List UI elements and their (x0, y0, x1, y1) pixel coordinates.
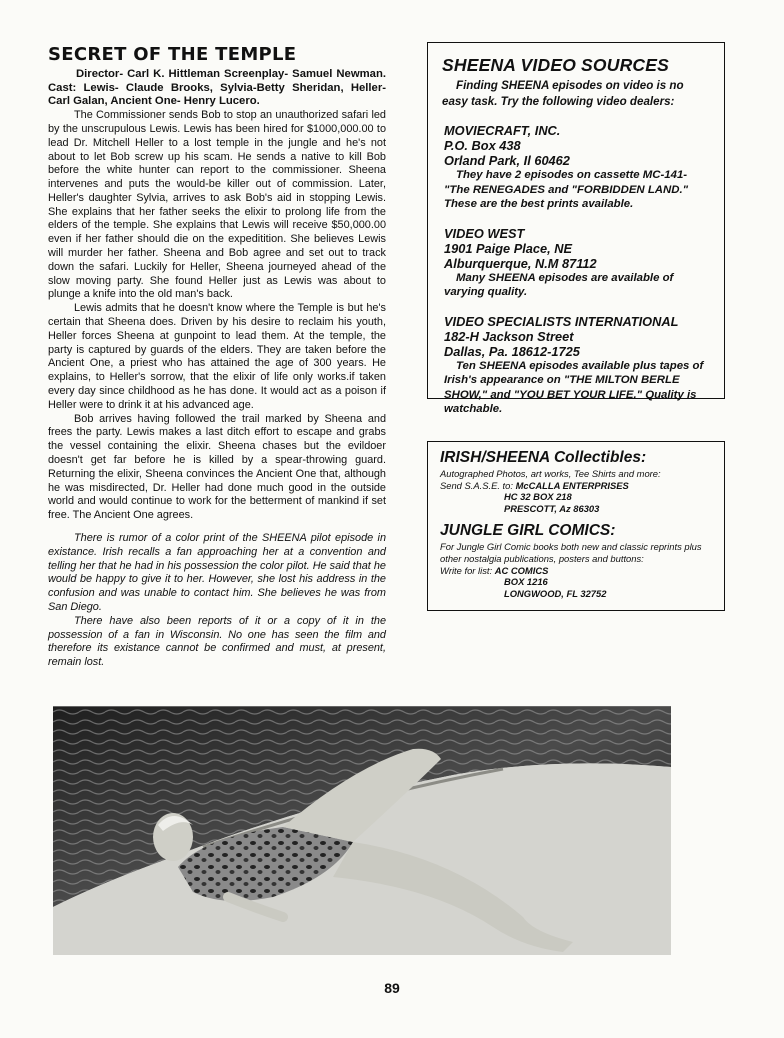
dealer-address-line: 182-H Jackson Street (444, 328, 574, 344)
collectibles-box (427, 441, 725, 611)
comics-company: AC COMICS (494, 564, 549, 576)
page-number: 89 (384, 980, 400, 996)
dealer-note: They have 2 episodes on cassette MC-141- "The RENEGADES and "FORBIDDEN LAND." These are the best prints available. (444, 169, 689, 210)
collectibles-description (440, 468, 714, 514)
dealer-address-line: Orland Park, Il 60462 (444, 153, 570, 168)
article-column (48, 44, 386, 670)
video-sources-box (427, 42, 725, 415)
dealer-moviecraft (444, 123, 712, 212)
video-sources-heading: SHEENA VIDEO SOURCES (442, 55, 670, 75)
comics-text: For Jungle Girl Comic books both new and classic reprints plus other nostalgia publications, posters and buttons: (440, 541, 702, 564)
collectibles-send-label: Send S.A.S.E. to: (440, 479, 513, 491)
dealer-video-specialists (444, 314, 712, 417)
article-credits: Director- Carl K. Hittleman Screenplay- Samuel Newman. Cast: Lewis- Claude Brooks, Sylvia-Betty Sheridan, Heller- Carl Galan, Ancient One- Henry Lucero. (48, 68, 386, 108)
video-sources-intro: Finding SHEENA episodes on video is no easy task. Try the following video dealers: (442, 79, 684, 108)
dealer-name: VIDEO SPECIALISTS INTERNATIONAL (444, 313, 679, 329)
article-paragraph-3: Bob arrives having followed the trail marked by Sheena and frees the party. Lewis makes a last ditch effort to escape and grabs the vessel containing the elixir. Sheena chases but the evildoer doesn't get far before he is killed by a spear-throwing guard. Returning the elixir, Sheena convinces the Ancient One that, although he was misdirected, Dr. Heller had done much good in the outside world and would continue to work for the betterment of mankind if set free. The Ancient One agrees. (48, 412, 386, 522)
collectibles-address-line: PRESCOTT, Az 86303 (504, 502, 600, 514)
comics-address-line: BOX 1216 (504, 576, 548, 588)
article-paragraph-1: The Commissioner sends Bob to stop an unauthorized safari led by the unscrupulous Lewis. Lewis has been hired for $1000,000.00 to lead Dr. Mitchell Heller to a lost temple in the jungle and he's not about to let Bob screw up his scam. He sends a native to kill Bob before the white hunter can report to the commissioner. Sheena intervenes and puts the would-be killer out of commission. Later, Heller's daughter Sylvia, arrives to ask Bob's aid in stopping Lewis. She explains that her father seeks the elixir to prolong life from the elders of the temple. She explains that Lewis will receive $50,000.00 even if her father should die on the expeditition. She believes Lewis will murder her father. Sheena and Bob agree and set out to track down the safari. Luckily for Heller, Sheena journeyed ahead of the slow moving party. She found Heller just as Lewis was about to plunge a knife into the old man's back. (48, 109, 386, 301)
article-paragraph-2: Lewis admits that he doesn't know where the Temple is but he's certain that Sheena does. Driven by his desire to reclaim his youth, Heller forces Sheena at gunpoint to lead them. At the temple, the party is captured by guards of the elders. They are taken before the Ancient One, a priest who has attained the age of 300 years. He explains, to Heller's sorrow, that the elixir of life only works.if taken every day since childhood as he has done. It would act as a poison if Heller were to drink it at his advanced age. (48, 302, 386, 411)
collectibles-company: McCALLA ENTERPRISES (515, 479, 629, 491)
dealer-note: Ten SHEENA episodes available plus tapes of Irish's appearance on "THE MILTON BERLE SHOW," and "YOU BET YOUR LIFE." Quality is watchable. (444, 359, 704, 415)
dealer-address-line: Alburquerque, N.M 87112 (444, 255, 597, 271)
dealer-address-line: P.O. Box 438 (444, 138, 521, 153)
dealer-address-line: Dallas, Pa. 18612-1725 (444, 343, 580, 359)
article-title: SECRET OF THE TEMPLE (48, 44, 297, 65)
dealer-note: Many SHEENA episodes are available of varying quality. (444, 271, 674, 298)
collectibles-heading: IRISH/SHEENA Collectibles: (440, 449, 647, 466)
article-paragraph-4: There is rumor of a color print of the SHEENA pilot episode in existance. Irish recalls a fan approaching her at a convention and telling her that he had in his possession the color pilot. He said that he would be happy to give it to her. However, she lost his address in the confusion and was unable to contact him. She believes he was from San Diego. (48, 532, 386, 613)
comics-write-label: Write for list: (440, 564, 493, 576)
dealer-video-west (444, 226, 712, 300)
collectibles-address-line: HC 32 BOX 218 (504, 491, 572, 503)
poolside-photo (53, 706, 671, 955)
dealer-name: MOVIECRAFT, INC. (444, 123, 561, 138)
collectibles-text: Autographed Photos, art works, Tee Shirts and more: (440, 468, 661, 479)
comics-heading: JUNGLE GIRL COMICS: (440, 522, 616, 540)
dealer-name: VIDEO WEST (444, 225, 525, 241)
article-paragraph-5: There have also been reports of it or a copy of it in the possession of a fan in Wisconsin. No one has seen the film and therefore its existance cannot be confirmed and must, at present, remain lost. (48, 614, 386, 669)
comics-address-line: LONGWOOD, FL 32752 (504, 587, 607, 599)
dealer-address-line: 1901 Paige Place, NE (444, 240, 573, 256)
comics-description (440, 541, 714, 599)
